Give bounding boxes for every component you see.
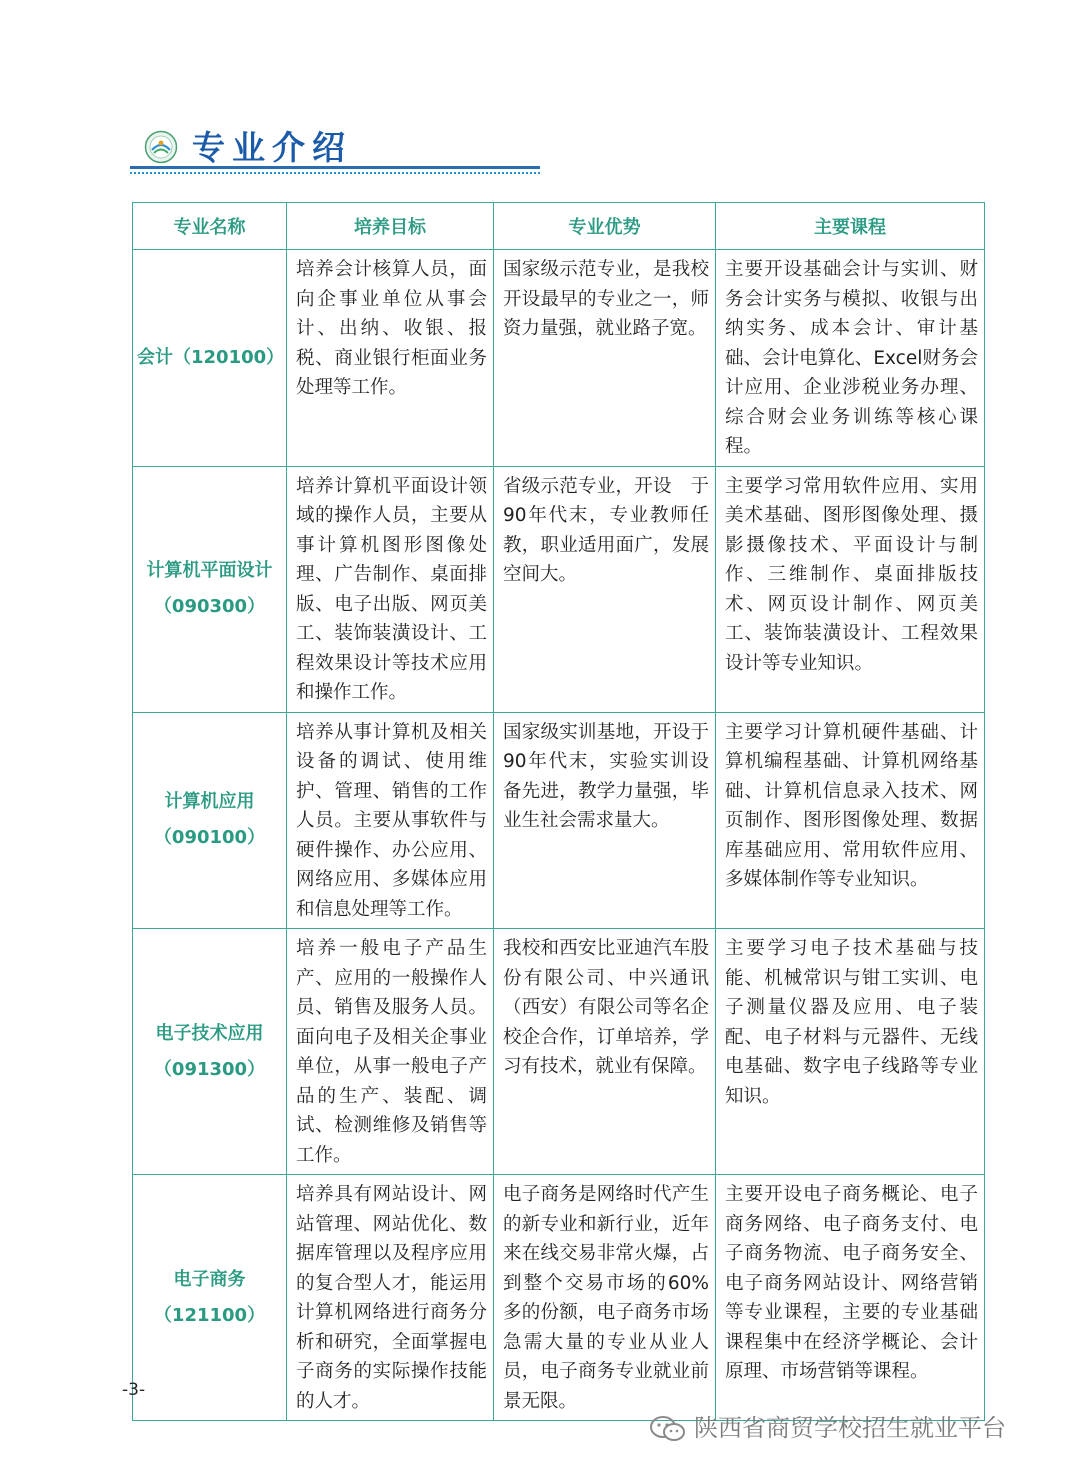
header-main-courses: 主要课程 bbox=[716, 203, 985, 250]
header-major-advantage: 专业优势 bbox=[494, 203, 716, 250]
major-code-line: （090300） bbox=[153, 596, 266, 617]
training-goal: 培养从事计算机及相关设备的调试、使用维护、管理、销售的工作人员。主要从事软件与硬件操作、办公应用、网络应用、多媒体应用和信息处理等工作。 bbox=[287, 712, 494, 929]
major-advantage: 省级示范专业，开设 于90年代末，专业教师任教，职业适用面广，发展空间大。 bbox=[494, 466, 716, 712]
major-advantage: 国家级示范专业，是我校开设最早的专业之一，师资力量强，就业路子宽。 bbox=[494, 250, 716, 467]
major-name-line: 会计（120100） bbox=[137, 346, 285, 368]
major-name-line: 电子技术应用 bbox=[155, 1022, 264, 1044]
major-name-line: 电子商务 bbox=[173, 1268, 246, 1290]
major-name bbox=[133, 466, 287, 712]
title-underline bbox=[130, 166, 540, 169]
page-header bbox=[130, 118, 542, 178]
training-goal: 培养计算机平面设计领域的操作人员，主要从事计算机图形图像处理、广告制作、桌面排版、电子出版、网页美工、装饰装潢设计、工程效果设计等技术应用和操作工作。 bbox=[287, 466, 494, 712]
main-courses: 主要学习常用软件应用、实用美术基础、图形图像处理、摄影摄像技术、平面设计与制作、三维制作、桌面排版技术、网页设计制作、网页美工、装饰装潢设计、工程效果设计等专业知识。 bbox=[716, 466, 985, 712]
major-name-line: 计算机应用 bbox=[164, 791, 255, 813]
major-advantage: 我校和西安比亚迪汽车股份有限公司、中兴通讯（西安）有限公司等名企校企合作，订单培养，学习有技术，就业有保障。 bbox=[494, 929, 716, 1175]
header-training-goal: 培养目标 bbox=[287, 203, 494, 250]
school-emblem-icon bbox=[144, 130, 178, 164]
page-title: 专业介绍 bbox=[192, 128, 352, 167]
main-courses: 主要开设电子商务概论、电子商务网络、电子商务支付、电子商务物流、电子商务安全、电子商务网站设计、网络营销等专业课程，主要的专业基础课程集中在经济学概论、会计原理、市场营销等课程。 bbox=[716, 1175, 985, 1421]
major-name bbox=[133, 1175, 287, 1421]
major-name bbox=[133, 929, 287, 1175]
major-code-line: （091300） bbox=[153, 1058, 266, 1080]
main-courses: 主要开设基础会计与实训、财务会计实务与模拟、收银与出纳实务、成本会计、审计基础、会计电算化、Excel财务会计应用、企业涉税业务办理、综合财会业务训练等核心课程。 bbox=[716, 250, 985, 467]
table-row bbox=[133, 1175, 985, 1421]
majors-table bbox=[132, 202, 985, 1421]
table-row bbox=[133, 929, 985, 1175]
table-row bbox=[133, 466, 985, 712]
major-name bbox=[133, 712, 287, 929]
table-header-row bbox=[133, 203, 985, 250]
wechat-icon bbox=[648, 1414, 688, 1444]
main-courses: 主要学习电子技术基础与技能、机械常识与钳工实训、电子测量仪器及应用、电子装配、电子材料与元器件、无线电基础、数字电子线路等专业知识。 bbox=[716, 929, 985, 1175]
major-advantage: 电子商务是网络时代产生的新专业和新行业，近年来在线交易非常火爆，占到整个交易市场的60%多的份额，电子商务市场急需大量的专业从业人员，电子商务专业就业前景无限。 bbox=[494, 1175, 716, 1421]
major-name-line: 计算机平面设计 bbox=[146, 560, 273, 581]
title-dotted-underline bbox=[130, 172, 540, 174]
watermark-text: 陕西省商贸学校招生就业平台 bbox=[694, 1414, 1006, 1442]
major-code-line: （090100） bbox=[153, 827, 266, 849]
training-goal: 培养一般电子产品生产、应用的一般操作人员、销售及服务人员。面向电子及相关企事业单位，从事一般电子产品的生产、装配、调试、检测维修及销售等工作。 bbox=[287, 929, 494, 1175]
training-goal: 培养会计核算人员，面向企事业单位从事会计、出纳、收银、报税、商业银行柜面业务处理等工作。 bbox=[287, 250, 494, 467]
training-goal: 培养具有网站设计、网站管理、网站优化、数据库管理以及程序应用的复合型人才，能运用计算机网络进行商务分析和研究，全面掌握电子商务的实际操作技能的人才。 bbox=[287, 1175, 494, 1421]
table-row bbox=[133, 250, 985, 467]
major-code-line: （121100） bbox=[153, 1304, 266, 1326]
main-courses: 主要学习计算机硬件基础、计算机编程基础、计算机网络基础、计算机信息录入技术、网页制作、图形图像处理、数据库基础应用、常用软件应用、多媒体制作等专业知识。 bbox=[716, 712, 985, 929]
major-name bbox=[133, 250, 287, 467]
page-number: -3- bbox=[122, 1380, 146, 1400]
header-major-name: 专业名称 bbox=[133, 203, 287, 250]
table-row bbox=[133, 712, 985, 929]
wechat-watermark bbox=[648, 1410, 1068, 1446]
major-advantage: 国家级实训基地，开设于90年代末，实验实训设备先进，教学力量强，毕业生社会需求量大。 bbox=[494, 712, 716, 929]
